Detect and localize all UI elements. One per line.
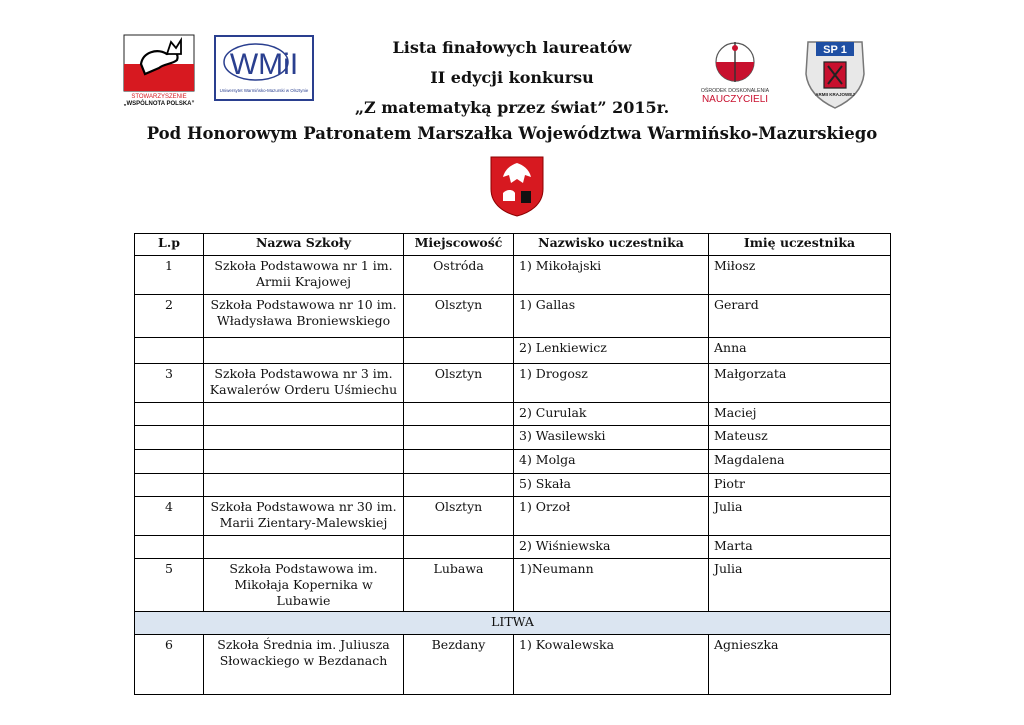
cell-city: Olsztyn <box>404 364 514 403</box>
wspolnota-polska-logo <box>123 34 195 106</box>
cell-surname: 2) Wiśniewska <box>514 536 709 559</box>
cell-lp <box>135 338 204 364</box>
cell-surname: 2) Lenkiewicz <box>514 338 709 364</box>
cell-first-name: Małgorzata <box>709 364 891 403</box>
wmii-text: WMiI <box>229 48 299 81</box>
table-row <box>135 403 891 426</box>
table-row <box>135 497 891 536</box>
cell-lp <box>135 474 204 497</box>
cell-first-name: Maciej <box>709 403 891 426</box>
sp1-text: SP 1 <box>823 44 847 56</box>
cell-surname: 1) Orzoł <box>514 497 709 536</box>
cell-first-name: Gerard <box>709 295 891 338</box>
laureates-table <box>134 233 891 695</box>
header-first-name: Imię uczestnika <box>709 234 891 256</box>
table-row <box>135 256 891 295</box>
voivodeship-coat-of-arms <box>489 155 545 217</box>
cell-city: Ostróda <box>404 256 514 295</box>
cell-city <box>404 426 514 450</box>
cell-school: Szkoła Podstawowa nr 3 im. Kawalerów Orderu Uśmiechu <box>204 364 404 403</box>
table-row <box>135 635 891 695</box>
cell-city: Lubawa <box>404 559 514 612</box>
table-row <box>135 559 891 612</box>
cell-first-name: Miłosz <box>709 256 891 295</box>
cell-school <box>204 426 404 450</box>
title-line-3: „Z matematyką przez świat” 2015r. <box>354 98 670 117</box>
cell-surname: 1) Drogosz <box>514 364 709 403</box>
cell-school: Szkoła Podstawowa nr 1 im. Armii Krajowej <box>204 256 404 295</box>
sp1-logo <box>802 38 868 110</box>
odn-line1: OŚRODEK DOSKONALENIA <box>700 88 770 94</box>
cell-city: Olsztyn <box>404 497 514 536</box>
cell-school <box>204 474 404 497</box>
cell-surname: 1) Kowalewska <box>514 635 709 695</box>
table-row <box>135 338 891 364</box>
cell-surname: 5) Skała <box>514 474 709 497</box>
cell-first-name: Julia <box>709 497 891 536</box>
cell-first-name: Marta <box>709 536 891 559</box>
wmii-emblem-icon <box>214 35 314 101</box>
sp1-caption: ARMII KRAJOWEJ <box>815 92 855 97</box>
cell-lp: 4 <box>135 497 204 536</box>
table-row <box>135 364 891 403</box>
cell-surname: 1)Neumann <box>514 559 709 612</box>
cell-city <box>404 536 514 559</box>
coat-of-arms-icon <box>489 155 545 217</box>
cell-first-name: Piotr <box>709 474 891 497</box>
cell-city <box>404 450 514 474</box>
table-row <box>135 536 891 559</box>
cell-surname: 4) Molga <box>514 450 709 474</box>
cell-lp <box>135 536 204 559</box>
cell-surname: 1) Gallas <box>514 295 709 338</box>
header-surname: Nazwisko uczestnika <box>514 234 709 256</box>
table-row <box>135 474 891 497</box>
odn-emblem-icon <box>700 38 770 110</box>
odn-logo <box>700 38 770 110</box>
cell-first-name: Anna <box>709 338 891 364</box>
sp1-shield-icon <box>802 38 868 110</box>
document-title <box>330 33 694 123</box>
cell-lp: 3 <box>135 364 204 403</box>
cell-school: Szkoła Podstawowa nr 30 im. Marii Zientary-Malewskiej <box>204 497 404 536</box>
wspolnota-line2: „WSPÓLNOTA POLSKA” <box>123 101 195 106</box>
wspolnota-polska-emblem-icon <box>123 34 195 106</box>
country-label: LITWA <box>135 612 891 635</box>
patronage-line: Pod Honorowym Patronatem Marszałka Województwa Warmińsko-Mazurskiego <box>146 124 878 143</box>
table-row <box>135 450 891 474</box>
cell-school <box>204 338 404 364</box>
cell-city: Bezdany <box>404 635 514 695</box>
cell-school: Szkoła Podstawowa im. Mikołaja Kopernika w Lubawie <box>204 559 404 612</box>
cell-city <box>404 474 514 497</box>
header-school: Nazwa Szkoły <box>204 234 404 256</box>
table-row <box>135 426 891 450</box>
title-line-1: Lista finałowych laureatów <box>392 38 632 57</box>
wmii-logo <box>214 35 314 101</box>
cell-first-name: Julia <box>709 559 891 612</box>
cell-school: Szkoła Podstawowa nr 10 im. Władysława Broniewskiego <box>204 295 404 338</box>
cell-surname: 1) Mikołajski <box>514 256 709 295</box>
cell-city: Olsztyn <box>404 295 514 338</box>
cell-surname: 2) Curulak <box>514 403 709 426</box>
cell-first-name: Magdalena <box>709 450 891 474</box>
odn-line2: NAUCZYCIELI <box>701 94 769 105</box>
cell-lp <box>135 403 204 426</box>
cell-first-name: Agnieszka <box>709 635 891 695</box>
header-lp: L.p <box>135 234 204 256</box>
wspolnota-line1: STOWARZYSZENIE <box>131 94 187 100</box>
cell-lp <box>135 450 204 474</box>
wmii-caption: Uniwersytet Warmińsko-Mazurski w Olsztynie <box>219 88 309 93</box>
cell-lp: 6 <box>135 635 204 695</box>
header-city: Miejscowość <box>404 234 514 256</box>
cell-school: Szkoła Średnia im. Juliusza Słowackiego w Bezdanach <box>204 635 404 695</box>
title-line-2: II edycji konkursu <box>430 68 594 87</box>
cell-school <box>204 403 404 426</box>
cell-lp <box>135 426 204 450</box>
table-header-row <box>135 234 891 256</box>
cell-city <box>404 338 514 364</box>
cell-school <box>204 450 404 474</box>
table-row <box>135 295 891 338</box>
cell-city <box>404 403 514 426</box>
cell-first-name: Mateusz <box>709 426 891 450</box>
cell-school <box>204 536 404 559</box>
country-section-row <box>135 612 891 635</box>
cell-lp: 2 <box>135 295 204 338</box>
cell-lp: 5 <box>135 559 204 612</box>
cell-lp: 1 <box>135 256 204 295</box>
cell-surname: 3) Wasilewski <box>514 426 709 450</box>
